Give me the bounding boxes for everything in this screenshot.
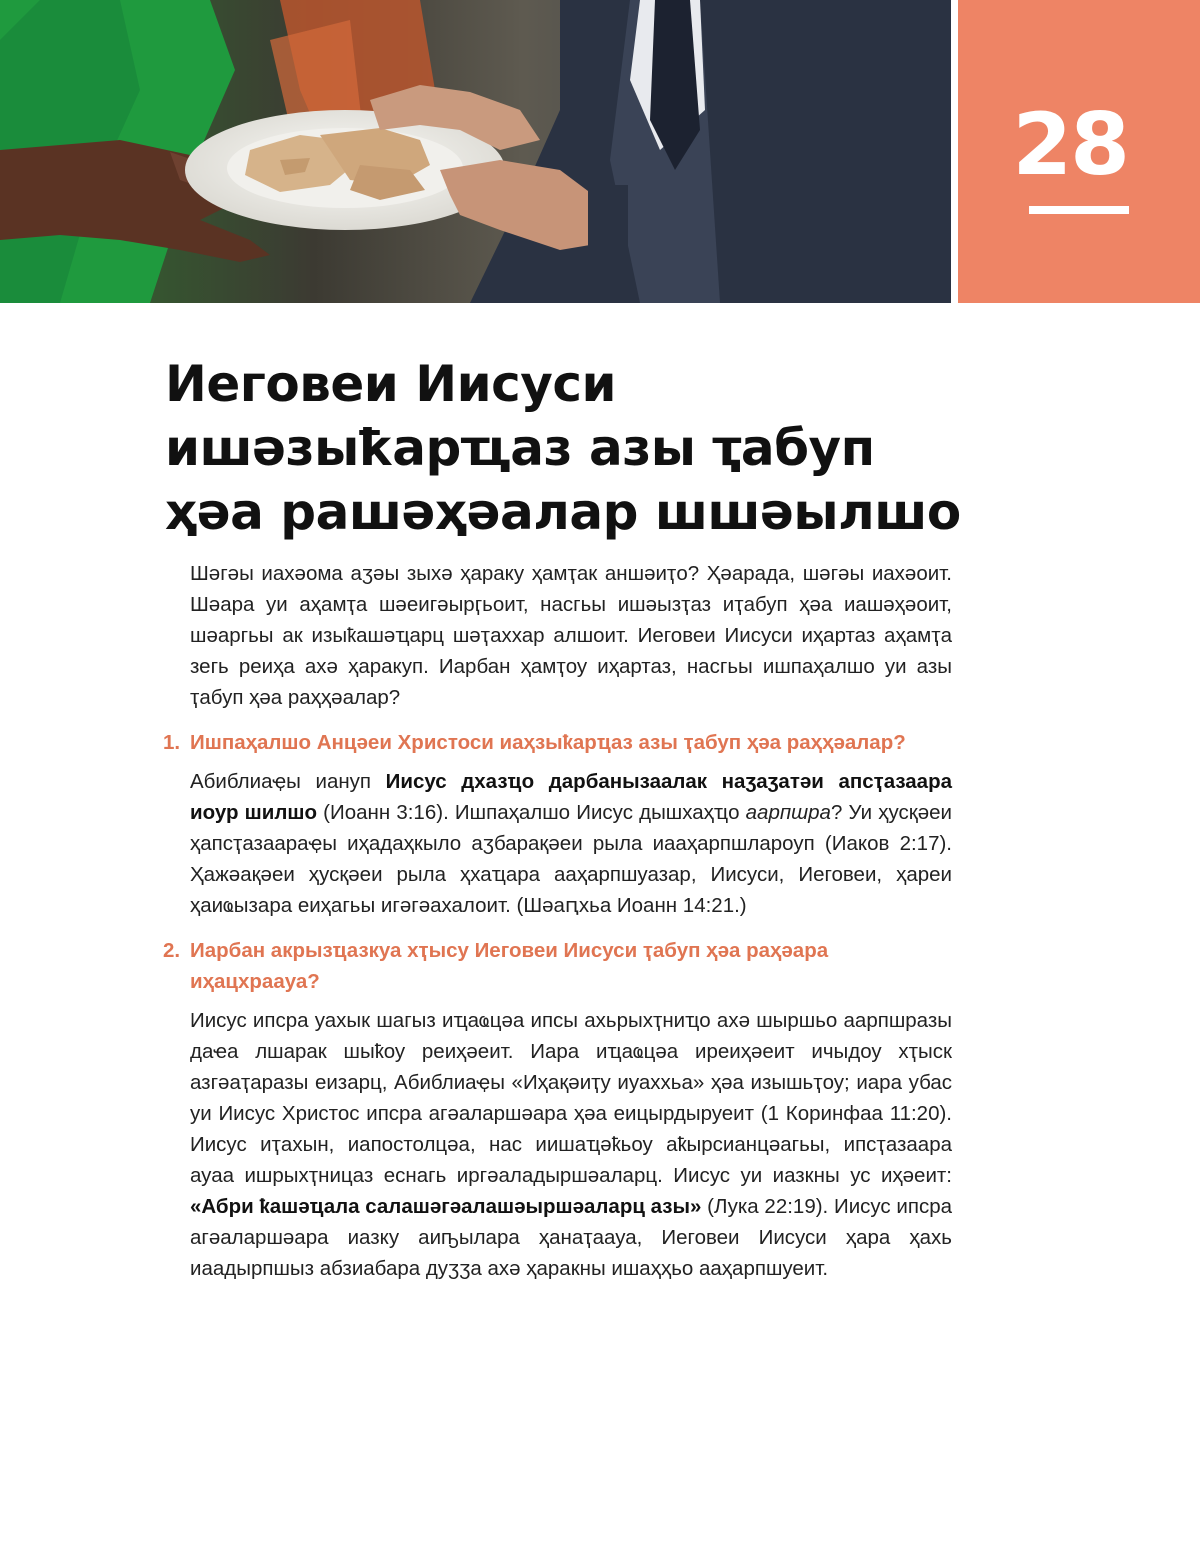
chapter-badge xyxy=(958,0,1200,303)
page-title: Иеговеи Иисуси ишәзыҟарҵаз азы ҭабуп ҳәа рашәҳәалар шшәылшо xyxy=(165,355,961,541)
answer-2 xyxy=(190,1005,952,1284)
answer-text: Иисус ипсра уахык шагыз иҵаҩцәа ипсы ахьрыхҭниҵо ахә шыршьо аарпшразы даҽа лшарак шыҟоу реиҳәеит. Иара иҵаҩцәа иреиҳәеит ичыдоу хҭыск азгәаҭаразы еизарц, Абиблиаҿы «Иҳақәиҭу иуаххьа» ҳәа изышьҭоу; иара убас уи Иисус Христос ипсра агәаларшәара ҳәа еицырдыруеит (1 Коринфаа 11:20). Иисус иҭахын, иапостолцәа, нас иишаҵәҟьоу аҟырсианцәагьы, ипсҭазаара ауаа ишрыхҭницаз еснагь иргәаладыршәаларц. Иисус уи иазкны ус иҳәеит: xyxy=(190,1009,952,1187)
answer-text: ? Уи ҳусқәеи ҳапсҭазаараҿы иҳадаҳкыло аӡбарақәеи рыла иааҳарпшлароуп (Иаков 2:17). Ҳажәақәеи ҳусқәеи рыла ҳхаҵара ааҳарпшуазар, Иисуси, Иеговеи, ҳареи ҳаиҩызара еиҳагьы игәгәахалоит. (Шәаԥхьа Иоанн 14:21.) xyxy=(190,801,952,917)
chapter-number: 28 xyxy=(1012,95,1128,195)
answer-1 xyxy=(190,766,952,921)
answer-bold-text: Иисус дхазҵо дарбанызаалак наӡаӡатәи апсҭазаара иоур шилшо xyxy=(190,770,952,824)
question-1 xyxy=(160,727,960,758)
answer-text: (Иоанн 3:16). Ишпаҳалшо Иисус дышхаҳҵо xyxy=(317,801,746,824)
chapter-underline xyxy=(1029,206,1129,214)
question-number: 1. xyxy=(163,731,181,754)
question-number: 2. xyxy=(163,939,181,962)
question-text: Ишпаҳалшо Анцәеи Христоси иаҳзыҟарҵаз азы ҭабуп ҳәа раҳҳәалар? xyxy=(190,731,906,754)
question-2 xyxy=(160,935,960,997)
answer-italic-text: аарпшра xyxy=(745,801,831,824)
answer-text: Абиблиаҿы иануп xyxy=(190,770,386,793)
answer-text: (Лука 22:19). Иисус ипсра агәаларшәара иазку аиҧылара ҳанаҭаауа, Иеговеи Иисуси ҳара ҳахь иаадырпшыз абзиабара дуӡӡа ахә ҳаракны ишаҳҳьо ааҳарпшуеит. xyxy=(190,1195,952,1280)
header-photo xyxy=(0,0,951,303)
question-text: Иарбан акрызҵазкуа хҭысу Иеговеи Иисуси ҭабуп ҳәа раҳәара иҳацхраауа? xyxy=(190,939,829,993)
intro-paragraph: Шәгәы иахәома аӡәы зыхә ҳараку ҳамҭак аншәиҭо? Ҳәарада, шәгәы иахәоит. Шәара уи аҳамҭа шәеигәырӷьоит, насгьы ишәызҭаз иҭабуп ҳәа иашәҳәоит, шәаргьы ак изыҟашәҵарц шәҭаххар алшоит. Иеговеи Иисуси иҳартаз аҳамҭа зегь реиҳа ахә ҳаракуп. Иарбан ҳамҭоу иҳартаз, насгьы ишпаҳалшо уи азы ҭабуп ҳәа раҳҳәалар? xyxy=(190,562,952,709)
answer-bold-text: «Абри ҟашәҵала салашәгәалашәыршәаларц азы» xyxy=(190,1195,702,1218)
lesson-content xyxy=(160,558,960,1290)
